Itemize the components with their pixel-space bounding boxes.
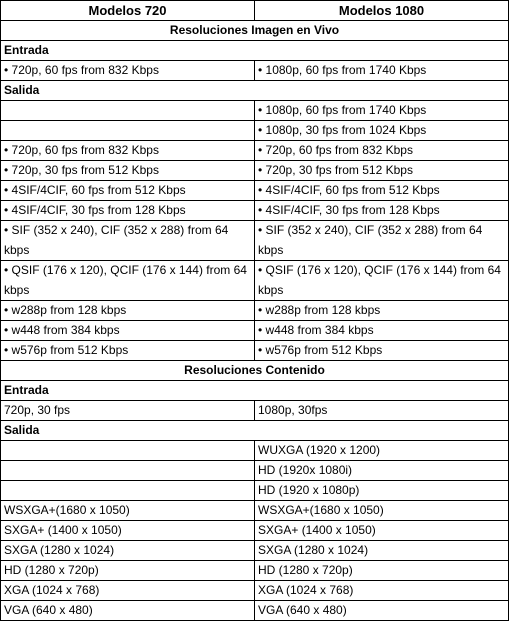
cell-1080: HD (1920x 1080i) xyxy=(255,461,509,481)
header-row xyxy=(1,1,509,21)
table-row xyxy=(1,561,509,581)
table-row xyxy=(1,501,509,521)
table-row xyxy=(1,141,509,161)
table-row xyxy=(1,301,509,321)
table-row xyxy=(1,181,509,201)
cell-1080: HD (1280 x 720p) xyxy=(255,561,509,581)
cell-720: • 4SIF/4CIF, 60 fps from 512 Kbps xyxy=(1,181,255,201)
cell-1080: • 4SIF/4CIF, 60 fps from 512 Kbps xyxy=(255,181,509,201)
group-row xyxy=(1,41,509,61)
cell-1080: • w576p from 512 Kbps xyxy=(255,341,509,361)
cell-720 xyxy=(1,121,255,141)
cell-1080: 1080p, 30fps xyxy=(255,401,509,421)
table-row xyxy=(1,581,509,601)
cell-720: • SIF (352 x 240), CIF (352 x 288) from 64 kbps xyxy=(1,221,255,261)
cell-720 xyxy=(1,101,255,121)
section-row xyxy=(1,361,509,381)
cell-1080: • 4SIF/4CIF, 30 fps from 128 Kbps xyxy=(255,201,509,221)
cell-1080: • 1080p, 60 fps from 1740 Kbps xyxy=(255,61,509,81)
table-row xyxy=(1,401,509,421)
cell-1080: SXGA (1280 x 1024) xyxy=(255,541,509,561)
cell-720: • 720p, 30 fps from 512 Kbps xyxy=(1,161,255,181)
cell-720: VGA (640 x 480) xyxy=(1,601,255,621)
cell-1080: • 1080p, 30 fps from 1024 Kbps xyxy=(255,121,509,141)
table-row xyxy=(1,521,509,541)
cell-720: • w576p from 512 Kbps xyxy=(1,341,255,361)
cell-1080: • 720p, 60 fps from 832 Kbps xyxy=(255,141,509,161)
section-row xyxy=(1,21,509,41)
group-label: Entrada xyxy=(1,41,509,61)
cell-720: SXGA+ (1400 x 1050) xyxy=(1,521,255,541)
table-row xyxy=(1,161,509,181)
cell-1080: • QSIF (176 x 120), QCIF (176 x 144) from 64 kbps xyxy=(255,261,509,301)
cell-1080: • 720p, 30 fps from 512 Kbps xyxy=(255,161,509,181)
cell-720 xyxy=(1,481,255,501)
cell-720: • 4SIF/4CIF, 30 fps from 128 Kbps xyxy=(1,201,255,221)
table-row xyxy=(1,541,509,561)
column-header-1080: Modelos 1080 xyxy=(255,1,509,21)
cell-720: • QSIF (176 x 120), QCIF (176 x 144) from 64 kbps xyxy=(1,261,255,301)
table-row xyxy=(1,101,509,121)
table-row xyxy=(1,461,509,481)
table-row xyxy=(1,441,509,461)
cell-720: • 720p, 60 fps from 832 Kbps xyxy=(1,141,255,161)
table-row xyxy=(1,61,509,81)
cell-1080: HD (1920 x 1080p) xyxy=(255,481,509,501)
cell-720: SXGA (1280 x 1024) xyxy=(1,541,255,561)
section-title: Resoluciones Contenido xyxy=(1,361,509,381)
section-title: Resoluciones Imagen en Vivo xyxy=(1,21,509,41)
table-row xyxy=(1,481,509,501)
table-row xyxy=(1,321,509,341)
cell-1080: SXGA+ (1400 x 1050) xyxy=(255,521,509,541)
table-row xyxy=(1,341,509,361)
table-row xyxy=(1,601,509,621)
cell-1080: • SIF (352 x 240), CIF (352 x 288) from 64 kbps xyxy=(255,221,509,261)
cell-720: HD (1280 x 720p) xyxy=(1,561,255,581)
cell-720: • 720p, 60 fps from 832 Kbps xyxy=(1,61,255,81)
column-header-720: Modelos 720 xyxy=(1,1,255,21)
cell-720: 720p, 30 fps xyxy=(1,401,255,421)
table-row xyxy=(1,221,509,261)
cell-720: • w448 from 384 kbps xyxy=(1,321,255,341)
group-row xyxy=(1,81,509,101)
group-label: Salida xyxy=(1,81,509,101)
group-row xyxy=(1,421,509,441)
table-row xyxy=(1,261,509,301)
cell-1080: • w448 from 384 kbps xyxy=(255,321,509,341)
table-body xyxy=(1,21,509,621)
cell-1080: • w288p from 128 kbps xyxy=(255,301,509,321)
cell-720 xyxy=(1,461,255,481)
cell-1080: XGA (1024 x 768) xyxy=(255,581,509,601)
group-label: Entrada xyxy=(1,381,509,401)
cell-720: WSXGA+(1680 x 1050) xyxy=(1,501,255,521)
table-row xyxy=(1,121,509,141)
cell-1080: WUXGA (1920 x 1200) xyxy=(255,441,509,461)
cell-1080: VGA (640 x 480) xyxy=(255,601,509,621)
table-row xyxy=(1,201,509,221)
cell-1080: WSXGA+(1680 x 1050) xyxy=(255,501,509,521)
group-label: Salida xyxy=(1,421,509,441)
cell-720 xyxy=(1,441,255,461)
cell-720: XGA (1024 x 768) xyxy=(1,581,255,601)
group-row xyxy=(1,381,509,401)
cell-1080: • 1080p, 60 fps from 1740 Kbps xyxy=(255,101,509,121)
cell-720: • w288p from 128 kbps xyxy=(1,301,255,321)
